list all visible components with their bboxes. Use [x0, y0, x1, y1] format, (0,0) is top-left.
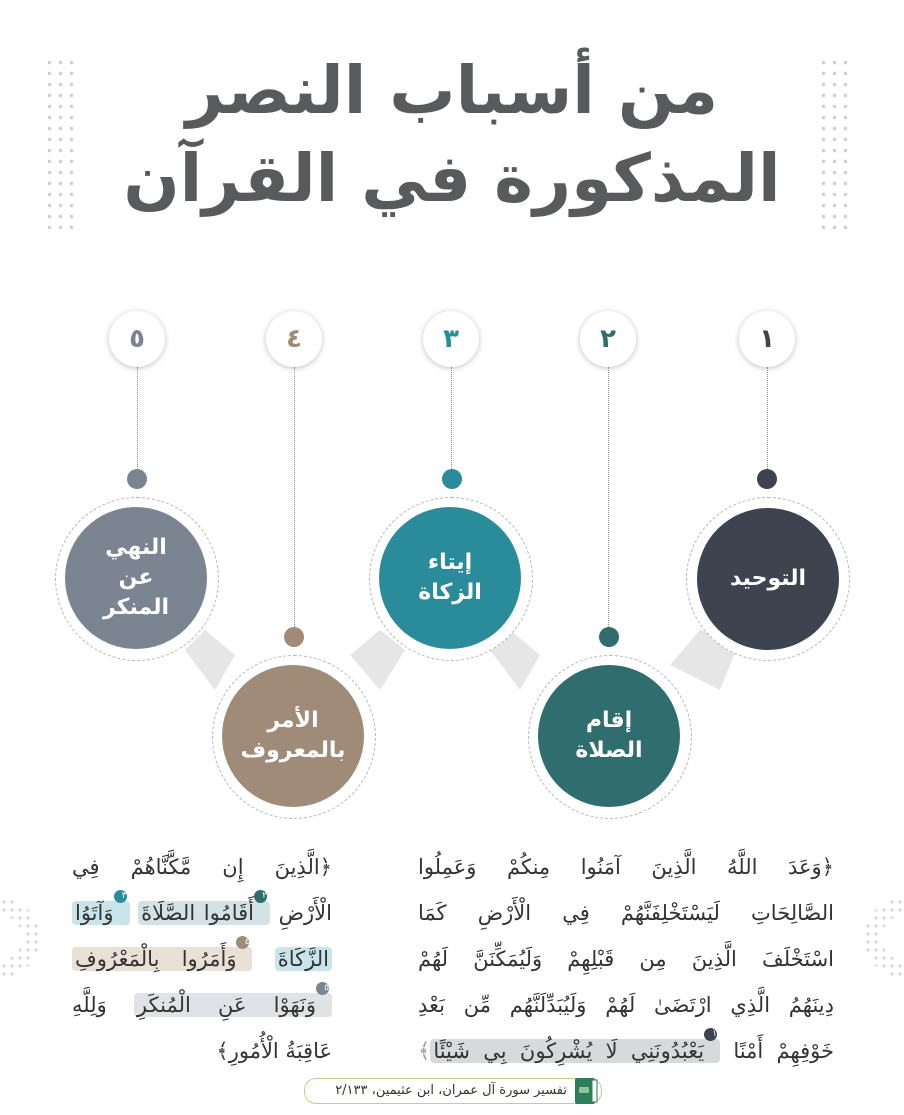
verse-left-salah [138, 891, 270, 925]
verse-marker-5: ٥ [316, 982, 329, 995]
verse-right-line-4: دِينَهُمُ الَّذِي ارْتَضَىٰ لَهُمْ وَلَيُبَدِّلَنَّهُم مِّن بَعْدِ [418, 993, 834, 1017]
verse-right-line-2: الصَّالِحَاتِ لَيَسْتَخْلِفَنَّهُمْ فِي الْأَرْضِ كَمَا [418, 901, 834, 925]
verse-left-line-1: ﴿الَّذِينَ إِن مَّكَّنَّاهُمْ فِي [72, 855, 332, 879]
verse-left-zakah-start [72, 891, 130, 925]
verse-left-line-2-plain: الْأَرْضِ [278, 901, 332, 925]
verse-right-line-1: ﴿وَعَدَ اللَّهُ الَّذِينَ آمَنُوا مِنكُمْ وَعَمِلُوا [418, 855, 834, 879]
step-number-2: ٢ [580, 311, 636, 367]
verse-right [418, 844, 834, 1074]
verse-left-line-2 [72, 890, 332, 936]
verse-left-zakah-start-text: وَآتَوُا [75, 901, 114, 925]
step-circle-1: التوحيد [697, 508, 839, 650]
verse-left-line-4-plain: وَلِلَّهِ [72, 993, 107, 1017]
step-dot-4 [284, 627, 304, 647]
verse-marker-2: ٢ [254, 890, 267, 903]
step-dot-2 [599, 627, 619, 647]
verse-right-line-3: اسْتَخْلَفَ الَّذِينَ مِن قَبْلِهِمْ وَلَيُمَكِّنَنَّ لَهُمْ [418, 947, 834, 971]
step-number-1: ١ [739, 311, 795, 367]
source-text: تفسير سورة آل عمران، ابن عثيمين، ٢/١٣٣ [335, 1083, 567, 1098]
verse-marker-4: ٤ [236, 936, 249, 949]
verse-marker-1: ١ [704, 1028, 717, 1041]
step-number-3: ٣ [423, 311, 479, 367]
book-icon [573, 1076, 599, 1106]
verse-right-last-plain: خَوْفِهِمْ أَمْنًا [733, 1039, 834, 1063]
step-connector-4 [294, 367, 295, 629]
step-circle-4: الأمر بالمعروف [222, 665, 364, 807]
verse-left-maruf [72, 937, 252, 971]
step-circle-5: النهي عن المنكر [65, 507, 207, 649]
verse-right-line-5 [418, 1028, 834, 1074]
verse-left-line-4 [72, 982, 332, 1028]
step-connector-5 [137, 367, 138, 471]
verse-left [72, 844, 332, 1074]
page-title-line-1: من أسباب النصر [185, 52, 719, 129]
verse-right-highlight-text: يَعْبُدُونَنِي لَا يُشْرِكُونَ بِي شَيْئًا [433, 1039, 705, 1063]
step-connector-1 [767, 367, 768, 471]
step-connector-2 [608, 367, 609, 629]
page-title-line-2: المذكورة في القرآن [123, 140, 781, 217]
step-connector-3 [451, 367, 452, 471]
verse-left-salah-text: أَقَامُوا الصَّلَاةَ [141, 901, 254, 925]
source-citation [304, 1078, 602, 1104]
step-dot-1 [757, 469, 777, 489]
step-circle-3: إيتاء الزكاة [379, 507, 521, 649]
step-dot-3 [442, 469, 462, 489]
verse-left-line-3 [72, 936, 332, 982]
step-dot-5 [127, 469, 147, 489]
verse-left-line-5: عَاقِبَةُ الْأُمُورِ﴾ [216, 1039, 332, 1063]
step-number-4: ٤ [266, 311, 322, 367]
verse-left-munkar-text: وَنَهَوْا عَنِ الْمُنكَرِ [136, 993, 316, 1017]
verse-right-closing: ﴾ [418, 1039, 431, 1063]
step-number-5: ٥ [109, 311, 165, 367]
verse-left-maruf-text: وَأَمَرُوا بِالْمَعْرُوفِ [75, 947, 237, 971]
step-circle-2: إقام الصلاة [538, 665, 680, 807]
verse-left-munkar [134, 983, 332, 1017]
verse-left-zakah: الزَّكَاةَ [275, 947, 332, 971]
verse-right-highlight [430, 1029, 720, 1063]
verse-marker-3: ٣ [114, 890, 127, 903]
